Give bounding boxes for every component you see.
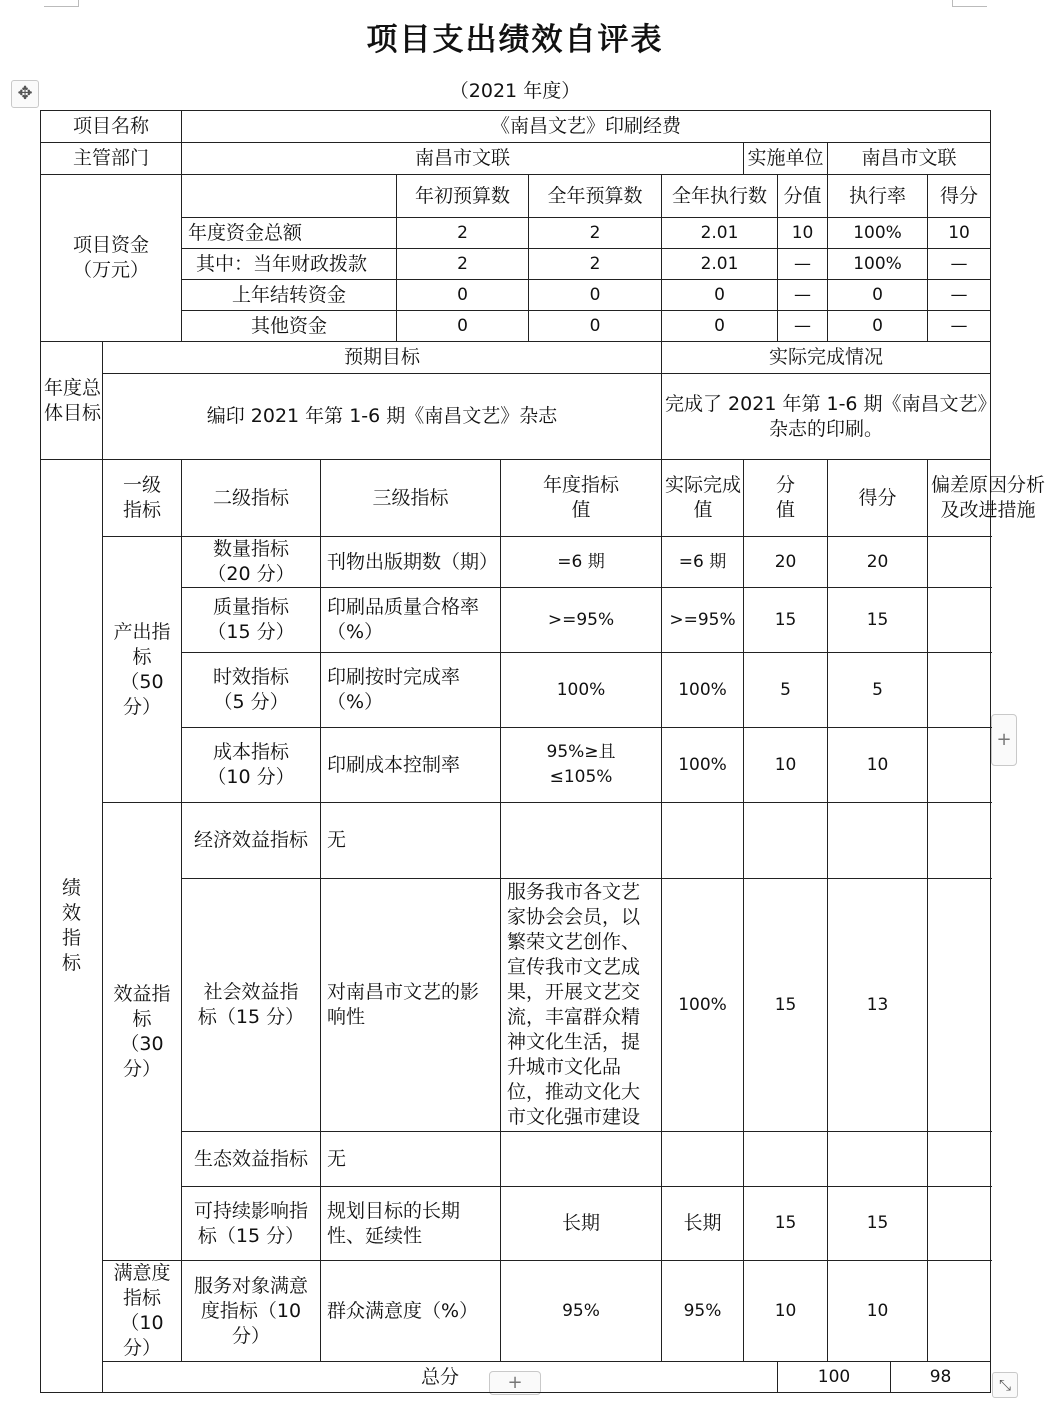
indicators-header-cell: 得分 [828, 460, 928, 537]
indicator-target[interactable]: 100% [501, 653, 662, 728]
indicator-row [41, 1187, 991, 1261]
funds-row [41, 249, 991, 280]
goals-content-row [41, 374, 991, 460]
total-score-value[interactable]: 100 [778, 1362, 891, 1393]
indicator-row [41, 728, 991, 803]
indicator-score[interactable]: 5 [828, 653, 928, 728]
indicator-actual[interactable]: 95% [662, 1261, 744, 1362]
indicator-score-value[interactable] [744, 1132, 828, 1187]
goals-label: 年度总体目标 [41, 342, 103, 460]
indicator-level3[interactable]: 无 [321, 1132, 501, 1187]
indicator-level2: 生态效益指标 [182, 1132, 321, 1187]
goals-header-row [41, 342, 991, 374]
funds-cell[interactable]: 0 [828, 311, 928, 342]
project-name-value[interactable]: 《南昌文艺》印刷经费 [182, 111, 991, 143]
indicator-actual[interactable] [662, 1132, 744, 1187]
indicator-actual[interactable]: 100% [662, 653, 744, 728]
funds-row-label: 其中：当年财政拨款 [182, 249, 397, 280]
funds-header-cell: 全年执行数 [662, 175, 778, 218]
indicator-score[interactable]: 20 [828, 537, 928, 588]
total-score[interactable]: 98 [891, 1362, 991, 1393]
document-title: 项目支出绩效自评表 [366, 22, 664, 58]
indicators-label: 绩效指标 [41, 460, 103, 1393]
add-column-button[interactable]: + [991, 714, 1017, 766]
indicator-row [41, 1261, 991, 1362]
indicator-target[interactable]: 长期 [501, 1187, 662, 1261]
indicator-score[interactable]: 10 [828, 1261, 928, 1362]
indicator-deviation[interactable] [928, 1187, 991, 1261]
funds-header-row [41, 175, 991, 218]
indicator-level2: 质量指标（15 分） [182, 588, 321, 653]
funds-cell[interactable]: 2.01 [662, 218, 778, 249]
evaluation-table [40, 110, 1046, 1393]
indicators-header-cell: 偏差原因分析及改进措施 [928, 460, 991, 537]
department-row [41, 143, 991, 175]
indicators-header-cell: 二级指标 [182, 460, 321, 537]
indicator-actual[interactable]: 100% [662, 879, 744, 1132]
indicator-deviation[interactable] [928, 879, 991, 1132]
funds-row-label: 其他资金 [182, 311, 397, 342]
indicator-score-value[interactable] [744, 803, 828, 879]
indicator-level2: 经济效益指标 [182, 803, 321, 879]
funds-cell[interactable]: 0 [662, 311, 778, 342]
indicator-row [41, 1132, 991, 1187]
goals-actual-text[interactable]: 完成了 2021 年第 1-6 期《南昌文艺》杂志的印刷。 [662, 374, 991, 460]
funds-cell[interactable]: 0 [529, 280, 662, 311]
funds-cell[interactable]: — [928, 280, 991, 311]
indicator-row [41, 588, 991, 653]
indicator-actual[interactable]: 100% [662, 728, 744, 803]
indicator-score-value[interactable]: 15 [744, 588, 828, 653]
funds-cell[interactable]: 0 [828, 280, 928, 311]
indicator-level2: 数量指标（20 分） [182, 537, 321, 588]
indicator-score[interactable] [828, 803, 928, 879]
funds-cell[interactable]: 10 [778, 218, 828, 249]
indicator-target[interactable] [501, 1132, 662, 1187]
indicators-header-cell: 一级指标 [103, 460, 182, 537]
indicator-level2: 可持续影响指标（15 分） [182, 1187, 321, 1261]
funds-header-cell: 执行率 [828, 175, 928, 218]
indicator-level3[interactable]: 无 [321, 803, 501, 879]
indicators-header-cell: 实际完成值 [662, 460, 744, 537]
funds-header-cell: 全年预算数 [529, 175, 662, 218]
indicator-target[interactable]: 95% [501, 1261, 662, 1362]
indicator-score[interactable]: 10 [828, 728, 928, 803]
funds-cell[interactable]: 2.01 [662, 249, 778, 280]
goals-expected-text[interactable]: 编印 2021 年第 1-6 期《南昌文艺》杂志 [103, 374, 662, 460]
indicator-deviation[interactable] [928, 803, 991, 879]
indicator-row [41, 879, 991, 1132]
indicator-score-value[interactable]: 5 [744, 653, 828, 728]
funds-cell[interactable]: 2 [529, 218, 662, 249]
funds-row [41, 311, 991, 342]
funds-row-label: 上年结转资金 [182, 280, 397, 311]
indicator-level3[interactable]: 对南昌市文艺的影响性 [321, 879, 501, 1132]
funds-cell[interactable]: — [778, 249, 828, 280]
funds-header-cell: 分值 [778, 175, 828, 218]
funds-cell[interactable]: — [928, 249, 991, 280]
indicator-deviation[interactable] [928, 588, 991, 653]
funds-cell[interactable]: 2 [397, 249, 529, 280]
indicator-score-value[interactable]: 15 [744, 1187, 828, 1261]
funds-header-blank [182, 175, 397, 218]
indicator-deviation[interactable] [928, 1132, 991, 1187]
indicator-target[interactable] [501, 803, 662, 879]
funds-cell[interactable]: 10 [928, 218, 991, 249]
funds-cell[interactable]: 2 [397, 218, 529, 249]
funds-cell[interactable]: 100% [828, 218, 928, 249]
indicator-row [41, 537, 991, 588]
indicator-level3[interactable]: 印刷按时完成率（%） [321, 653, 501, 728]
funds-cell[interactable]: 2 [529, 249, 662, 280]
table-move-handle-icon[interactable]: ✥ [11, 80, 39, 108]
indicator-score-value[interactable]: 10 [744, 728, 828, 803]
indicator-level3[interactable]: 印刷品质量合格率（%） [321, 588, 501, 653]
funds-label: 项目资金（万元） [41, 175, 182, 342]
funds-row [41, 218, 991, 249]
indicator-deviation[interactable] [928, 537, 991, 588]
indicator-level3[interactable]: 刊物出版期数（期） [321, 537, 501, 588]
funds-cell[interactable]: 0 [662, 280, 778, 311]
total-label: 总分 [103, 1362, 778, 1393]
page-corner-mark [952, 0, 987, 7]
indicator-level2: 社会效益指标（15 分） [182, 879, 321, 1132]
project-name-label: 项目名称 [41, 111, 182, 143]
indicator-level3[interactable]: 印刷成本控制率 [321, 728, 501, 803]
indicator-score[interactable]: 15 [828, 588, 928, 653]
indicators-header-row [41, 460, 991, 537]
funds-cell[interactable]: 0 [397, 280, 529, 311]
funds-cell[interactable]: 0 [397, 311, 529, 342]
department-value[interactable]: 南昌市文联 [182, 143, 744, 175]
indicator-score[interactable]: 13 [828, 879, 928, 1132]
page-corner-mark [44, 0, 79, 7]
indicators-header-cell: 年度指标值 [501, 460, 662, 537]
indicator-row [41, 653, 991, 728]
indicator-deviation[interactable] [928, 728, 991, 803]
department-label: 主管部门 [41, 143, 182, 175]
funds-cell[interactable]: 100% [828, 249, 928, 280]
indicator-level1: 满意度指标（10 分） [103, 1261, 182, 1362]
indicator-target[interactable]: =6 期 [501, 537, 662, 588]
indicator-level2: 时效指标（5 分） [182, 653, 321, 728]
funds-cell[interactable]: — [928, 311, 991, 342]
indicator-score-value[interactable]: 15 [744, 879, 828, 1132]
indicators-header-cell: 分值 [744, 460, 828, 537]
goals-actual-header: 实际完成情况 [662, 342, 991, 374]
indicator-target[interactable]: 服务我市各文艺家协会会员，以繁荣文艺创作、宣传我市文艺成果，开展文艺交流，丰富群众精神文化生活，提升城市文化品位，推动文化大市文化强市建设 [501, 879, 662, 1132]
indicator-level1: 效益指标（30 分） [103, 803, 182, 1261]
indicator-actual[interactable]: >=95% [662, 588, 744, 653]
funds-row [41, 280, 991, 311]
table-resize-handle-icon[interactable]: ⤡ [992, 1372, 1018, 1398]
funds-header-cell: 得分 [928, 175, 991, 218]
indicator-actual[interactable] [662, 803, 744, 879]
indicator-score-value[interactable]: 10 [744, 1261, 828, 1362]
indicator-actual[interactable]: 长期 [662, 1187, 744, 1261]
implementer-value[interactable]: 南昌市文联 [828, 143, 991, 175]
indicator-score[interactable]: 15 [828, 1187, 928, 1261]
indicator-level3[interactable]: 群众满意度（%） [321, 1261, 501, 1362]
implementer-label: 实施单位 [744, 143, 828, 175]
indicator-level2: 成本指标（10 分） [182, 728, 321, 803]
funds-header-cell: 年初预算数 [397, 175, 529, 218]
funds-cell[interactable]: — [778, 311, 828, 342]
funds-cell[interactable]: — [778, 280, 828, 311]
indicator-deviation[interactable] [928, 1261, 991, 1362]
indicator-row [41, 803, 991, 879]
document-subtitle: （2021 年度） [449, 80, 581, 102]
total-row [41, 1362, 991, 1393]
indicator-score[interactable] [828, 1132, 928, 1187]
funds-row-label: 年度资金总额 [182, 218, 397, 249]
indicator-target[interactable]: >=95% [501, 588, 662, 653]
goals-expected-header: 预期目标 [103, 342, 662, 374]
indicator-score-value[interactable]: 20 [744, 537, 828, 588]
indicator-target[interactable]: 95%≥且≤105% [501, 728, 662, 803]
project-name-row [41, 111, 991, 143]
funds-cell[interactable]: 0 [529, 311, 662, 342]
indicator-level3[interactable]: 规划目标的长期性、延续性 [321, 1187, 501, 1261]
indicators-header-cell: 三级指标 [321, 460, 501, 537]
indicator-actual[interactable]: =6 期 [662, 537, 744, 588]
indicator-level2: 服务对象满意度指标（10 分） [182, 1261, 321, 1362]
indicator-level1: 产出指标（50 分） [103, 537, 182, 803]
indicator-deviation[interactable] [928, 653, 991, 728]
add-row-button[interactable]: + [489, 1371, 541, 1395]
